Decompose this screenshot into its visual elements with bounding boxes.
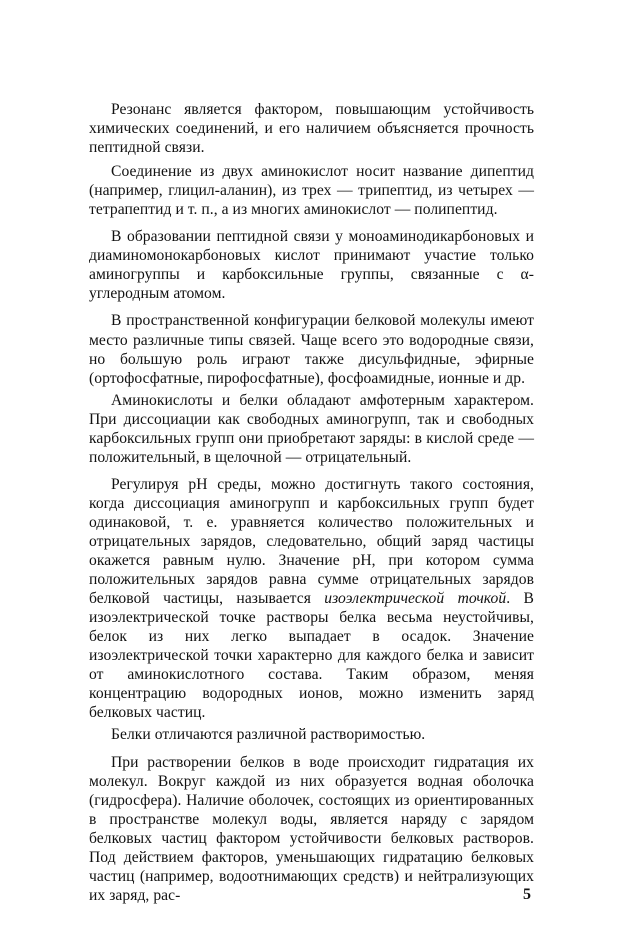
page-number: 5 (523, 886, 531, 903)
isoelectric-text-before: Регулируя рН среды, можно достигнуть такого состояния, когда диссоциация аминогрупп и карбоксильных групп будет одинаковой, т. е. уравняется количество положительных и отрицательных зарядов, следовательно, общий заряд частицы окажется равным нулю. Значение рН, при котором сумма положительных зарядов равна сумме отрицательных зарядов белковой частицы, называется (89, 475, 534, 608)
body-text (89, 100, 534, 905)
paragraph-resonance: Резонанс является фактором, повышающим устойчивость химических соединений, и его наличием объясняется прочность пептидной связи. (89, 101, 534, 157)
paragraph-solubility: Белки отличаются различной растворимостью. (111, 726, 426, 744)
paragraph-spatial-configuration: В пространственной конфигурации белковой молекулы имеют место различные типы связей. Чаще всего это водородные связи, но большую роль играют также дисульфидные, эфирные (ортофосфатные, пирофосфатные), фосфоамидные, ионные и др. (89, 312, 534, 387)
paragraph-peptide-bond-formation: В образовании пептидной связи у моноаминодикарбоновых и диаминомонокарбоновых кислот принимают участие только аминогруппы и карбоксильные группы, связанные с α-углеродным атомом. (89, 228, 534, 303)
paragraph-hydration: При растворении белков в воде происходит гидратация их молекул. Вокруг каждой из них образуется водная оболочка (гидросфера). Наличие оболочек, состоящих из ориентированных в пространстве молекул воды, является наряду с зарядом белковых частиц фактором устойчивости белковых растворов. Под действием факторов, уменьшающих гидратацию белковых частиц (например, водоотнимающих средств) и нейтрализующих их заряд, рас- (89, 753, 534, 904)
paragraph-isoelectric (89, 475, 534, 723)
isoelectric-point-term: изоэлектрической точкой (324, 590, 507, 608)
paragraph-amphoteric: Аминокислоты и белки обладают амфотерным характером. При диссоциации как свободных аминогрупп, так и свободных карбоксильных групп они приобретают заряды: в кислой среде — положительный, в щелочной — отрицательный. (89, 391, 534, 466)
isoelectric-text-after: . В изоэлектрической точке растворы белка весьма неустойчивы, белок из них легко выпадает в осадок. Значение изоэлектрической точки характерно для каждого белка и зависит от аминокислотного состава. Таким образом, меняя концентрацию водородных ионов, можно изменить заряд белковых частиц. (89, 590, 534, 722)
paragraph-dipeptide: Соединение из двух аминокислот носит название дипептид (например, глицил-аланин), из трех — трипептид, из четырех — тетрапептид и т. п., а из многих аминокислот — полипептид. (89, 163, 534, 219)
